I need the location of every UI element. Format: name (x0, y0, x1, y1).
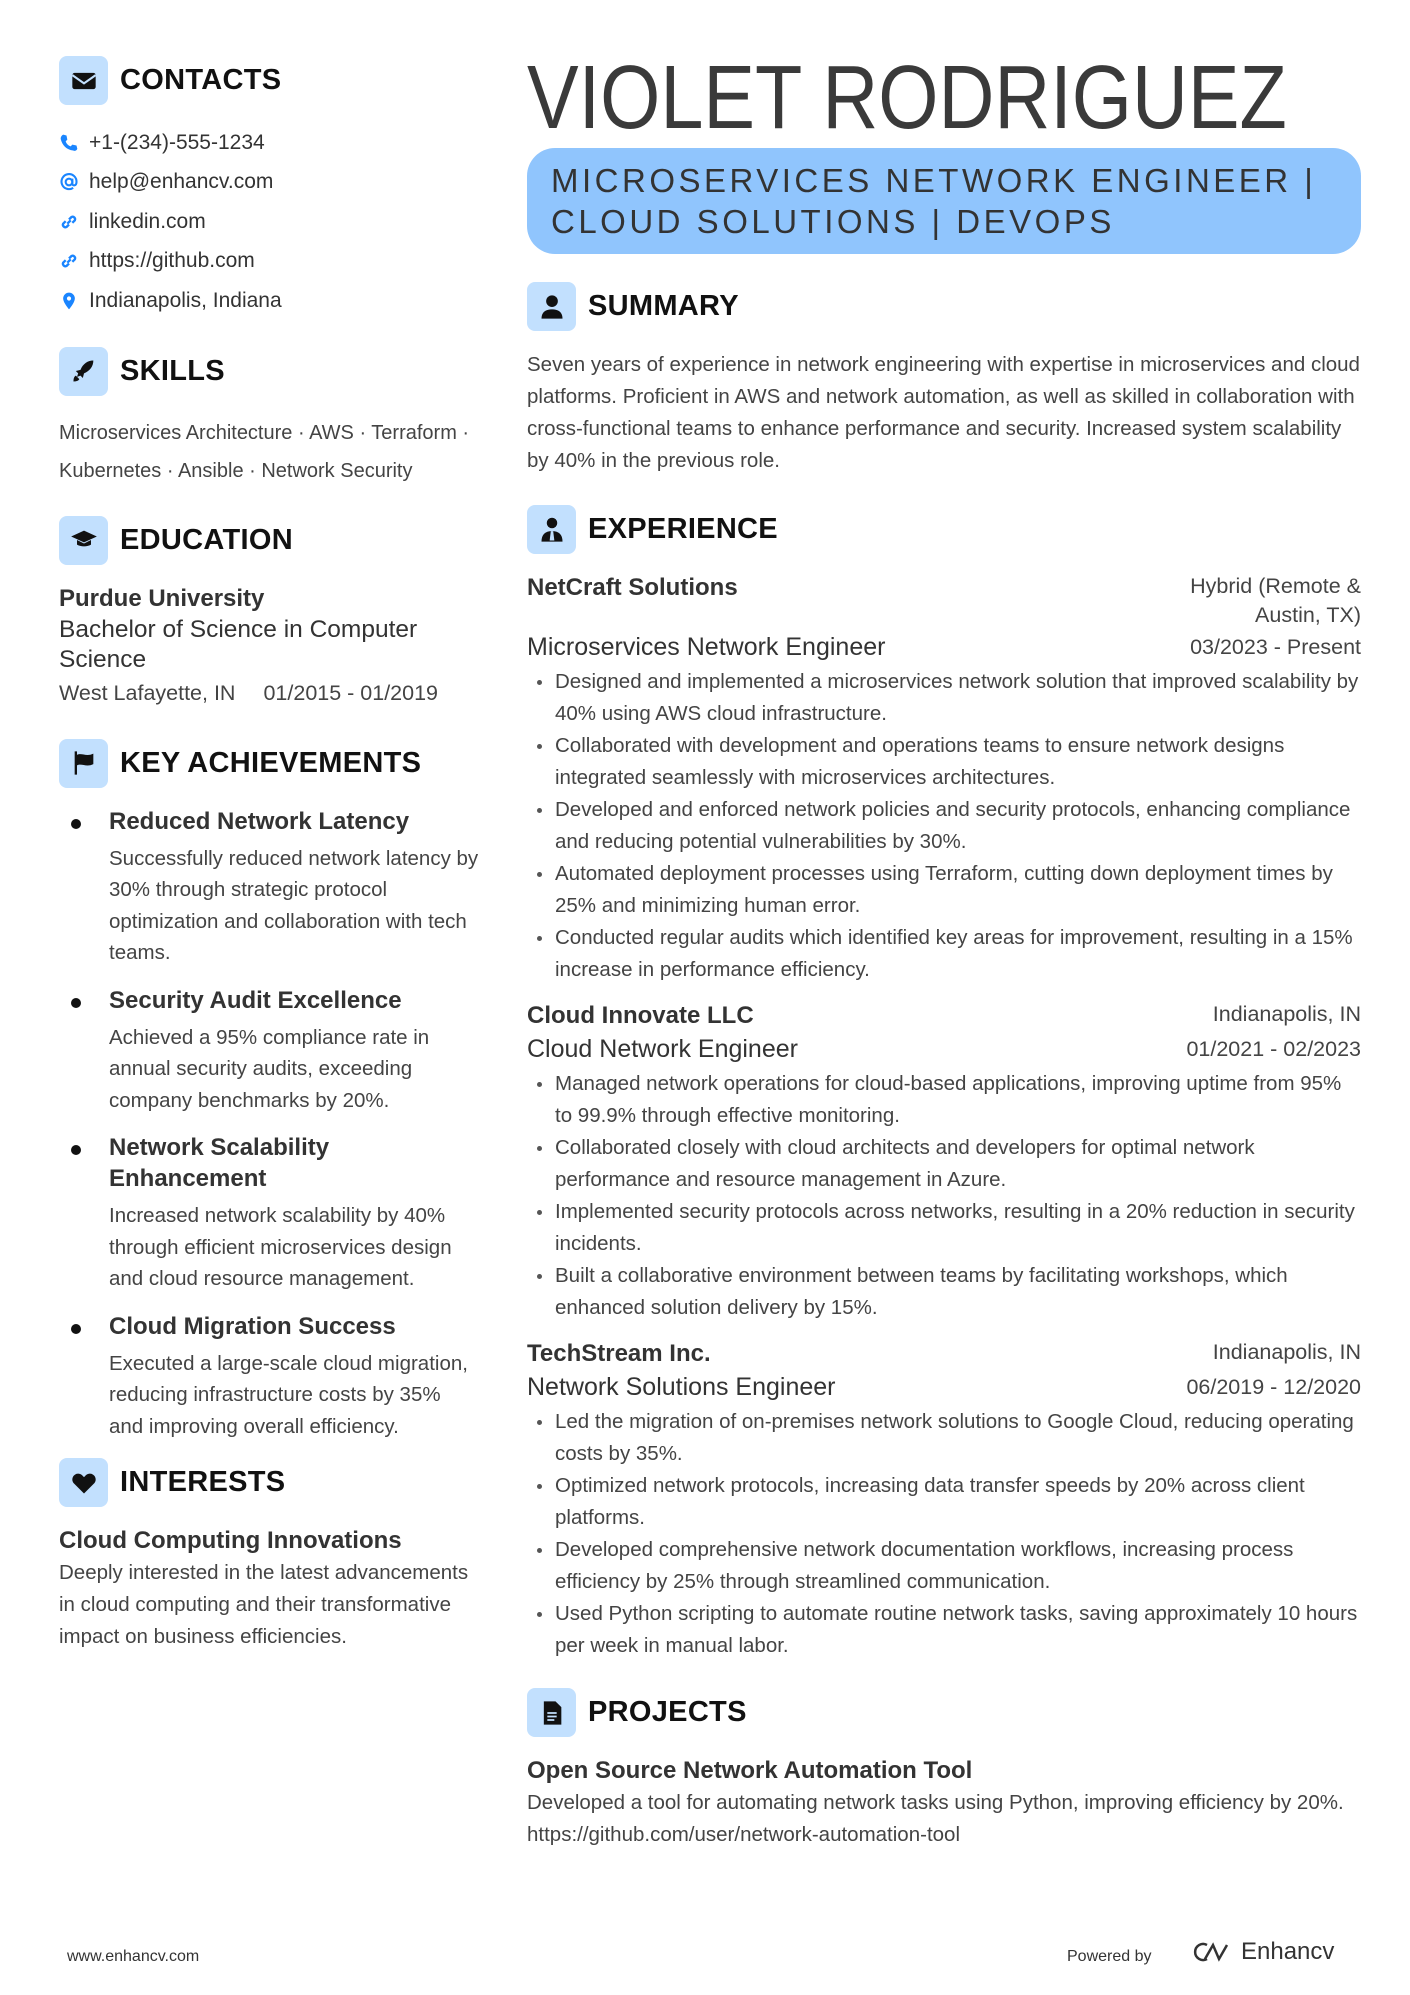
education-header (59, 516, 484, 565)
job-bullet: Used Python scripting to automate routine network tasks, saving approximately 10 hours per week in manual labor. (527, 1598, 1361, 1662)
bullet-icon (71, 1145, 81, 1155)
bullet-icon (71, 1324, 81, 1334)
document-icon (527, 1688, 576, 1737)
location-icon (59, 291, 79, 311)
company: NetCraft Solutions (527, 574, 738, 601)
interest-title: Cloud Computing Innovations (59, 1527, 402, 1554)
contact-text: https://github.com (89, 249, 255, 273)
job-bullet: Implemented security protocols across networks, resulting in a 20% reduction in security incidents. (527, 1196, 1361, 1260)
job-role: Microservices Network Engineer (527, 633, 886, 661)
contact-item[interactable] (59, 281, 484, 321)
section-title: INTERESTS (120, 1466, 286, 1498)
job-bullets (527, 1068, 1361, 1324)
company: TechStream Inc. (527, 1340, 711, 1367)
interests-header (59, 1458, 484, 1507)
contacts-header (59, 56, 484, 105)
achievement-title: Security Audit Excellence (109, 986, 402, 1014)
contact-text: Indianapolis, Indiana (89, 288, 282, 312)
summary-header (527, 282, 1361, 331)
achievement-item (59, 806, 484, 969)
summary-text: Seven years of experience in network engineering with expertise in microservices and cloud platforms. Proficient in AWS and network automation, as well as skilled in collaboration with cross-functional teams to enhance performance and security. Increased system scalability by 40% in the previous role. (527, 353, 1360, 472)
job-bullet: Automated deployment processes using Terraform, cutting down deployment times by 25% and minimizing human error. (527, 858, 1361, 922)
experience-header (527, 505, 1361, 554)
skills-list: Microservices Architecture · AWS · Terraform · Kubernetes · Ansible · Network Security (59, 421, 470, 482)
achievement-desc: Successfully reduced network latency by 30% through strategic protocol optimization and collaboration with tech teams. (109, 846, 479, 964)
job-bullet: Collaborated with development and operations teams to ensure network designs integrated seamlessly with microservices architectures. (527, 730, 1361, 794)
businessman-icon (527, 505, 576, 554)
degree: Bachelor of Science in Computer Science (59, 615, 418, 673)
footer-powered-by: Powered by (1067, 1948, 1152, 1965)
school: Purdue University (59, 584, 265, 612)
graduation-cap-icon (59, 516, 108, 565)
contact-list (59, 123, 484, 321)
candidate-title: MICROSERVICES NETWORK ENGINEER | CLOUD SOLUTIONS | DEVOPS (527, 148, 1361, 254)
job-entry (527, 1338, 1361, 1662)
job-dates: 03/2023 - Present (1190, 635, 1361, 659)
link-icon (59, 212, 79, 232)
contact-item[interactable] (59, 202, 484, 242)
name-container (527, 50, 1361, 146)
job-bullet: Led the migration of on-premises network solutions to Google Cloud, reducing operating costs by 35%. (527, 1406, 1361, 1470)
job-location: Hybrid (Remote & Austin, TX) (1190, 574, 1361, 627)
experience-list (527, 572, 1361, 1662)
job-bullet: Developed and enforced network policies and security protocols, enhancing compliance and reducing potential vulnerabilities by 30%. (527, 794, 1361, 858)
heart-icon (59, 1458, 108, 1507)
achievement-desc: Achieved a 95% compliance rate in annual security audits, exceeding company benchmarks by 20%. (109, 1025, 430, 1112)
at-icon (59, 172, 79, 192)
achievement-title: Cloud Migration Success (109, 1312, 396, 1340)
link-icon (59, 251, 79, 271)
envelope-icon (59, 56, 108, 105)
bullet-icon (71, 998, 81, 1008)
skills-header (59, 347, 484, 396)
rocket-icon (59, 347, 108, 396)
job-dates: 06/2019 - 12/2020 (1186, 1375, 1361, 1399)
section-title: KEY ACHIEVEMENTS (120, 746, 422, 779)
job-bullet: Conducted regular audits which identified key areas for improvement, resulting in a 15% increase in performance efficiency. (527, 922, 1361, 986)
achievements-header (59, 739, 484, 788)
edu-location: West Lafayette, IN (59, 680, 236, 705)
achievement-item (59, 985, 484, 1117)
education-entry (59, 583, 484, 711)
job-location: Indianapolis, IN (1212, 1002, 1361, 1026)
job-bullet: Optimized network protocols, increasing data transfer speeds by 20% across client platforms. (527, 1470, 1361, 1534)
project-desc: Developed a tool for automating network tasks using Python, improving efficiency by 20%. https://github.com/user/network-automation-tool (527, 1791, 1344, 1846)
job-role: Cloud Network Engineer (527, 1035, 798, 1063)
job-dates: 01/2021 - 02/2023 (1186, 1037, 1361, 1061)
candidate-name: VIOLET RODRIGUEZ (527, 48, 1287, 148)
achievement-title: Network Scalability Enhancement (109, 1134, 330, 1192)
company: Cloud Innovate LLC (527, 1002, 754, 1029)
job-bullet: Built a collaborative environment between teams by facilitating workshops, which enhanced solution delivery by 15%. (527, 1260, 1361, 1324)
contact-text: +1-(234)-555-1234 (89, 130, 265, 154)
section-title: PROJECTS (588, 1696, 747, 1728)
project-title: Open Source Network Automation Tool (527, 1757, 973, 1784)
job-bullets (527, 666, 1361, 986)
achievement-title: Reduced Network Latency (109, 807, 410, 835)
phone-icon (59, 133, 79, 153)
achievement-desc: Executed a large-scale cloud migration, reducing infrastructure costs by 35% and improving overall efficiency. (109, 1351, 468, 1438)
left-column (59, 56, 484, 1653)
job-bullets (527, 1406, 1361, 1662)
job-role: Network Solutions Engineer (527, 1373, 836, 1401)
job-bullet: Managed network operations for cloud-based applications, improving uptime from 95% to 99.9% through effective monitoring. (527, 1068, 1361, 1132)
right-column (527, 50, 1361, 1851)
job-bullet: Developed comprehensive network documentation workflows, increasing process efficiency by 25% through streamlined communication. (527, 1534, 1361, 1598)
projects-header (527, 1688, 1361, 1737)
job-entry (527, 572, 1361, 986)
contact-item[interactable] (59, 163, 484, 203)
flag-icon (59, 739, 108, 788)
achievement-desc: Increased network scalability by 40% through efficient microservices design and cloud resource management. (109, 1204, 452, 1290)
enhancv-logo (1187, 1938, 1334, 1966)
job-location: Indianapolis, IN (1212, 1340, 1361, 1364)
section-title: EXPERIENCE (588, 513, 778, 545)
job-entry (527, 1000, 1361, 1324)
section-title: EDUCATION (120, 523, 293, 556)
bullet-icon (71, 819, 81, 829)
achievements-list (59, 806, 484, 1443)
contact-item[interactable] (59, 123, 484, 163)
job-bullet: Collaborated closely with cloud architects and developers for optimal network performance and resource management in Azure. (527, 1132, 1361, 1196)
section-title: CONTACTS (120, 64, 282, 96)
enhancv-logo-icon (1187, 1939, 1233, 1965)
job-bullet: Designed and implemented a microservices network solution that improved scalability by 40% using AWS cloud infrastructure. (527, 666, 1361, 730)
user-icon (527, 282, 576, 331)
contact-text: linkedin.com (89, 209, 206, 233)
footer-website[interactable]: www.enhancv.com (67, 1948, 200, 1965)
achievement-item (59, 1132, 484, 1295)
interest-desc: Deeply interested in the latest advancements in cloud computing and their transformative impact on business efficiencies. (59, 1561, 469, 1648)
brand-name: Enhancv (1241, 1938, 1335, 1965)
section-title: SUMMARY (588, 290, 739, 322)
contact-text: help@enhancv.com (89, 170, 274, 194)
section-title: SKILLS (120, 354, 225, 387)
contact-item[interactable] (59, 242, 484, 282)
achievement-item (59, 1311, 484, 1443)
edu-dates: 01/2015 - 01/2019 (263, 680, 439, 705)
